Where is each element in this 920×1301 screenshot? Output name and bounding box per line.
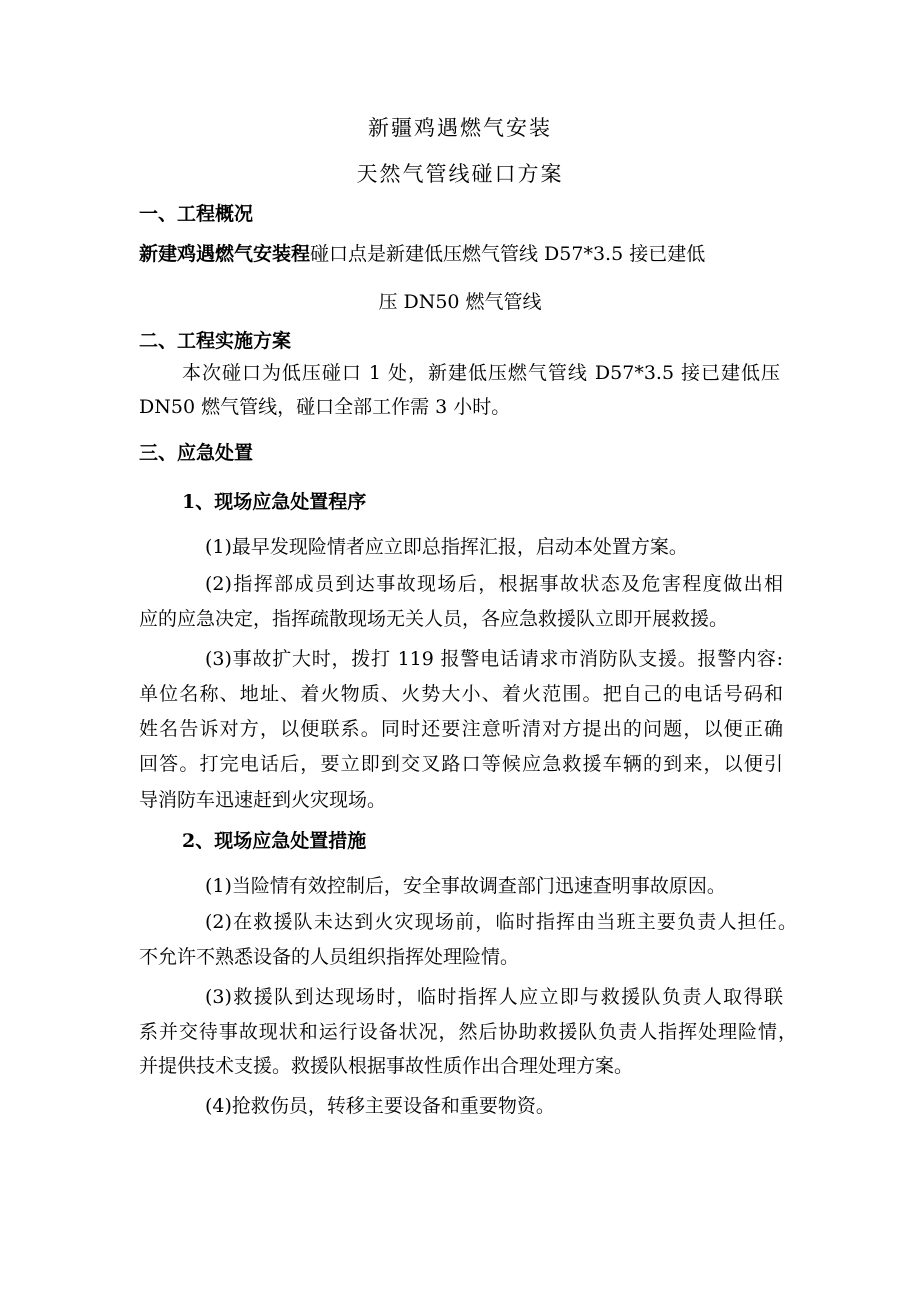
sub2-item2-line1: (2)在救援队未达到火灾现场前，临时指挥由当班主要负责人担任。 bbox=[205, 911, 797, 933]
subsection2-heading: 2、现场应急处置措施 bbox=[182, 830, 367, 852]
sub2-item4: (4)抢救伤员，转移主要设备和重要物资。 bbox=[205, 1095, 555, 1117]
section1-paragraph-line2: 压 DN50 燃气管线 bbox=[378, 291, 542, 313]
sub1-item1: (1)最早发现险情者应立即总指挥汇报，启动本处置方案。 bbox=[205, 536, 688, 558]
sub1-item3-line1: (3)事故扩大时，拨打 119 报警电话请求市消防队支援。报警内容: bbox=[205, 648, 783, 670]
document-title-line2: 天然气管线碰口方案 bbox=[356, 162, 564, 186]
section1-paragraph-text: 碰口点是新建低压燃气管线 D57*3.5 接已建低 bbox=[310, 243, 706, 265]
sub2-item1: (1)当险情有效控制后，安全事故调查部门迅速查明事故原因。 bbox=[205, 875, 726, 897]
sub1-item3-line3: 姓名告诉对方，以便联系。同时还要注意听清对方提出的问题，以便正确 bbox=[139, 718, 783, 740]
sub2-item2-line2: 不允许不熟悉设备的人员组织指挥处理险情。 bbox=[139, 946, 520, 968]
section1-paragraph-line1 bbox=[139, 242, 705, 266]
section2-paragraph-line1: 本次碰口为低压碰口 1 处，新建低压燃气管线 D57*3.5 接已建低压 bbox=[182, 362, 780, 384]
sub2-item3-line1: (3)救援队到达现场时，临时指挥人应立即与救援队负责人取得联 bbox=[205, 986, 783, 1008]
section1-heading: 一、工程概况 bbox=[139, 203, 254, 225]
sub1-item3-line4: 回答。打完电话后，要立即到交叉路口等候应急救援车辆的到来，以便引 bbox=[139, 753, 783, 775]
sub1-item3-line5: 导消防车迅速赶到火灾现场。 bbox=[139, 789, 387, 811]
subsection1-heading: 1、现场应急处置程序 bbox=[182, 491, 367, 513]
sub1-item2-line1: (2)指挥部成员到达事故现场后，根据事故状态及危害程度做出相 bbox=[205, 573, 783, 595]
sub2-item3-line2: 系并交待事故现状和运行设备状况，然后协助救援队负责人指挥处理险情， bbox=[139, 1021, 797, 1043]
document-title-line1: 新疆鸡遇燃气安装 bbox=[368, 116, 552, 140]
sub1-item2-line2: 应的应急决定，指挥疏散现场无关人员，各应急救援队立即开展救援。 bbox=[139, 608, 729, 630]
section2-paragraph-line2: DN50 燃气管线，碰口全部工作需 3 小时。 bbox=[139, 396, 511, 418]
section1-project-name: 新建鸡遇燃气安装程 bbox=[139, 243, 311, 265]
section2-heading: 二、工程实施方案 bbox=[139, 330, 292, 352]
sub1-item3-line2: 单位名称、地址、着火物质、火势大小、着火范围。把自己的电话号码和 bbox=[139, 683, 783, 705]
sub2-item3-line3: 并提供技术支援。救援队根据事故性质作出合理处理方案。 bbox=[139, 1055, 634, 1077]
section3-heading: 三、应急处置 bbox=[139, 442, 254, 464]
